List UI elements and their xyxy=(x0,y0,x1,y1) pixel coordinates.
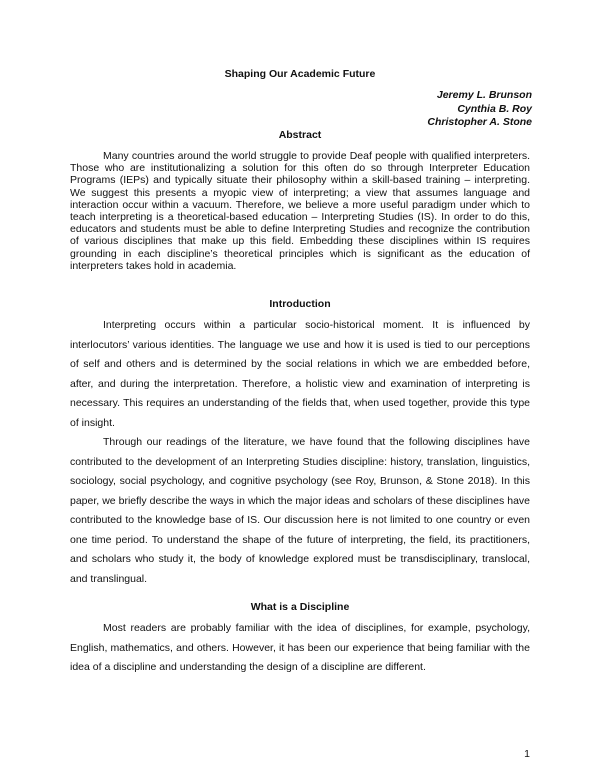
author-list xyxy=(427,89,532,130)
abstract-body xyxy=(70,150,530,272)
abstract-paragraph: Many countries around the world struggle to provide Deaf people with qualified interpreters. Those who are institutionalizing a solution for this often do so through Interpreter Education Programs (IEPs) and typically situate their philosophy within a skill-based training – interpreting. We suggest this presents a myopic view of interpreting; a view that assumes language and interaction occur within a vacuum. Therefore, we believe a more useful paradigm under which to teach interpreting is a theoretical-based education – Interpreting Studies (IS). In order to do this, educators and students must be able to define Interpreting Studies and recognize the contribution of various disciplines that make up this field. Embedding these disciplines within IS requires grounding in each discipline’s theoretical principles which is significant as the education of interpreters takes hold in academia. xyxy=(70,150,530,272)
author-name: Cynthia B. Roy xyxy=(457,102,532,115)
paper-title: Shaping Our Academic Future xyxy=(224,68,376,80)
introduction-heading: Introduction xyxy=(269,298,331,310)
discipline-body xyxy=(70,619,530,678)
author-name: Christopher A. Stone xyxy=(427,116,532,128)
section-heading-discipline: What is a Discipline xyxy=(250,601,350,613)
introduction-body xyxy=(70,316,530,589)
body-paragraph: Interpreting occurs within a particular socio-historical moment. It is influenced by interlocutors’ various identities. The language we use and how it is used is tied to our perceptions of self and others and is determined by the social relations in which we are embedded before, after, and during the interpretation. Therefore, a holistic view and examination of interpreting is necessary. This requires an understanding of the fields that, when used together, provide this type of insight. xyxy=(70,319,530,429)
abstract-heading: Abstract xyxy=(278,129,322,141)
author-name: Jeremy L. Brunson xyxy=(436,89,532,101)
body-paragraph: Through our readings of the literature, we have found that the following disciplines have contributed to the development of an Interpreting Studies discipline: history, translation, linguistics, sociology, social psychology, and cognitive psychology (see Roy, Brunson, & Stone 2018). In this paper, we briefly describe the ways in which the major ideas and scholars of these disciplines have contributed to the knowledge base of IS. Our discussion here is not limited to one country or even one time period. To understand the shape of the future of interpreting, the field, its practitioners, and scholars who study it, the body of knowledge explored must be transdisciplinary, translocal, and translingual. xyxy=(70,436,530,585)
page-number: 1 xyxy=(524,748,530,760)
body-paragraph: Most readers are probably familiar with the idea of disciplines, for example, psychology, English, mathematics, and others. However, it has been our experience that being familiar with the idea of a discipline and understanding the design of a discipline are different. xyxy=(70,622,530,673)
